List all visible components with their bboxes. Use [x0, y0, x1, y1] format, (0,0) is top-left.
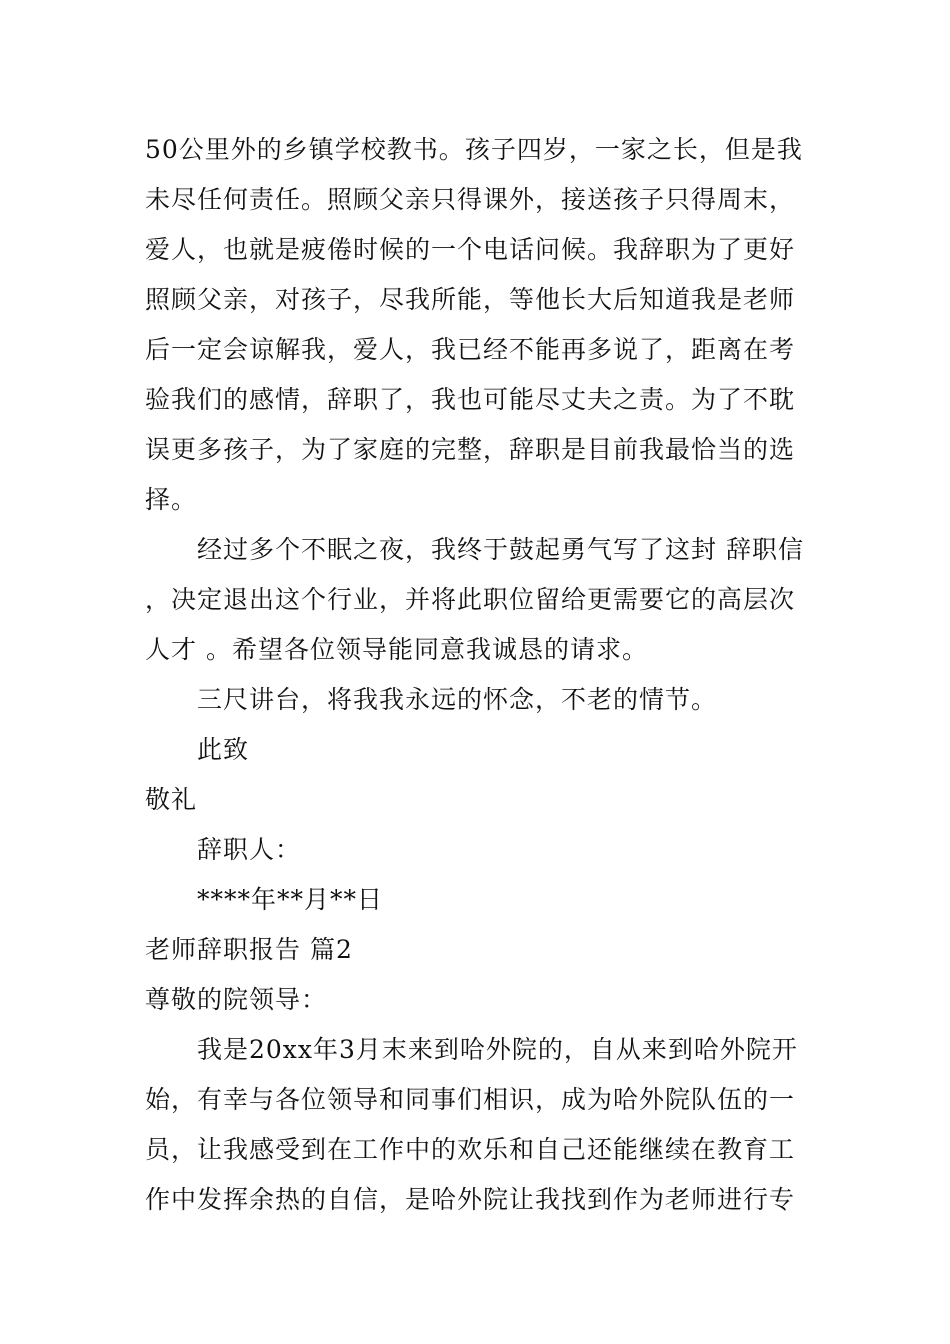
closing-salute: 敬礼 [145, 785, 198, 814]
body-line: 我是20xx年3月末来到哈外院的，自从来到哈外院开 [197, 1035, 798, 1064]
signature-label: 辞职人： [197, 835, 302, 864]
body-line: 经过多个不眠之夜，我终于鼓起勇气写了这封 辞职信 [197, 535, 804, 564]
body-line: 择。 [145, 485, 198, 514]
body-line: 三尺讲台，将我我永远的怀念，不老的情节。 [197, 685, 718, 714]
salutation: 尊敬的院领导： [145, 985, 328, 1014]
body-line: 爱人，也就是疲倦时候的一个电话问候。我辞职为了更好 [145, 235, 796, 264]
section-title: 老师辞职报告 篇2 [145, 935, 353, 964]
body-line: 始，有幸与各位领导和同事们相识，成为哈外院队伍的一 [145, 1085, 796, 1114]
body-line: 人才 。希望各位领导能同意我诚恳的请求。 [145, 635, 648, 664]
body-line: 验我们的感情，辞职了，我也可能尽丈夫之责。为了不耽 [145, 385, 796, 414]
document-body [145, 125, 810, 1225]
signature-date: ****年**月**日 [197, 885, 384, 914]
body-line: 照顾父亲，对孩子，尽我所能，等他长大后知道我是老师 [145, 285, 796, 314]
body-line: 未尽任何责任。照顾父亲只得课外，接送孩子只得周末， [145, 185, 796, 214]
body-line: 员，让我感受到在工作中的欢乐和自己还能继续在教育工 [145, 1135, 796, 1164]
closing-line: 此致 [197, 735, 250, 764]
body-line: 后一定会谅解我，爱人，我已经不能再多说了，距离在考 [145, 335, 796, 364]
body-line: ，决定退出这个行业，并将此职位留给更需要它的高层次 [145, 585, 796, 614]
body-line: 作中发挥余热的自信，是哈外院让我找到作为老师进行专 [145, 1185, 796, 1214]
body-line: 误更多孩子，为了家庭的完整，辞职是目前我最恰当的选 [145, 435, 796, 464]
body-line: 50公里外的乡镇学校教书。孩子四岁，一家之长，但是我 [145, 135, 803, 164]
